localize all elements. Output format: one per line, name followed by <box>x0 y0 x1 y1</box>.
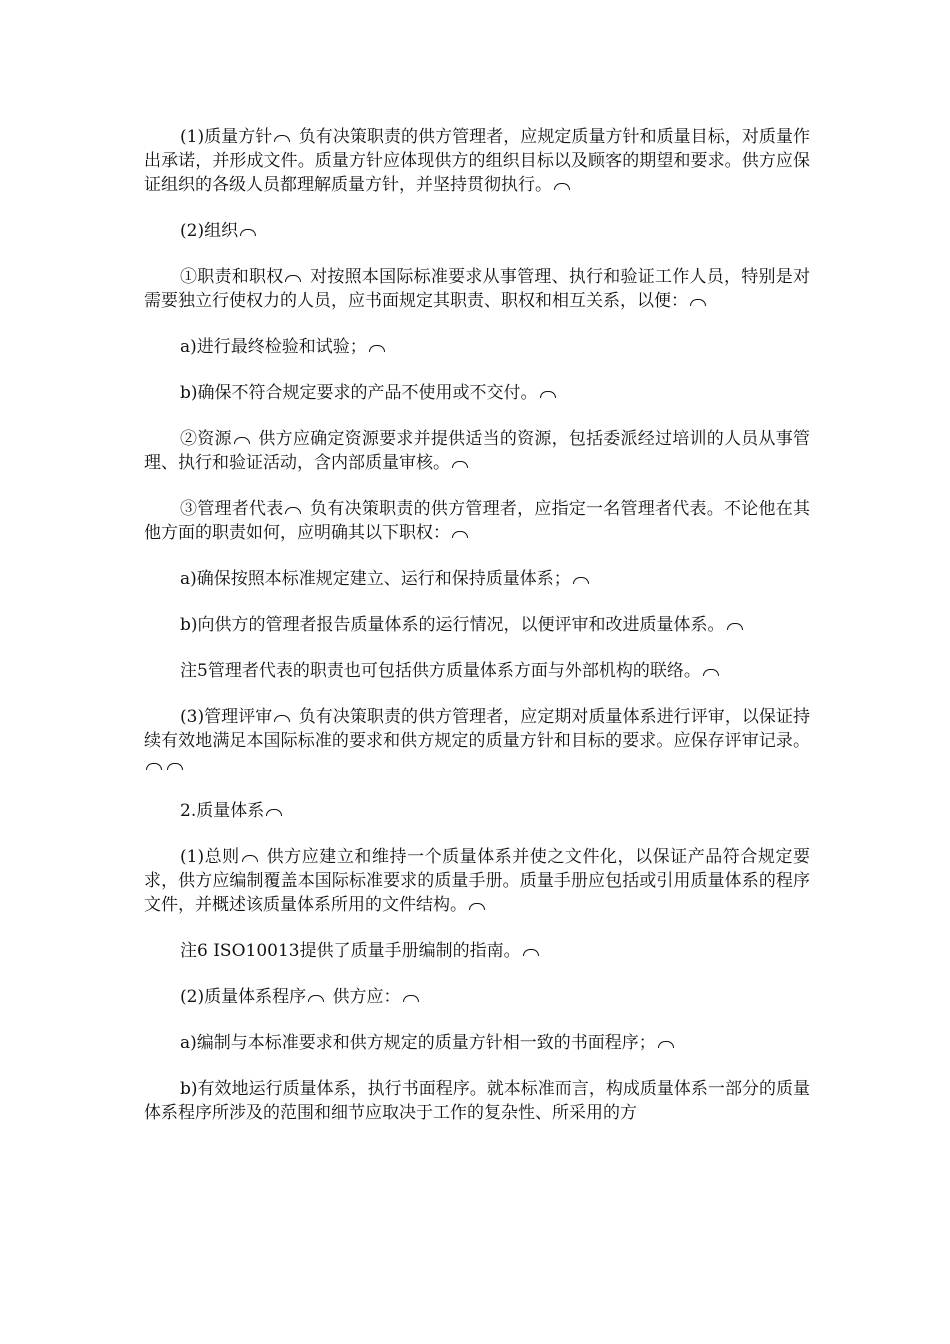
paragraph-responsibility: ①职责和职权 对按照本国际标准要求从事管理、执行和验证工作人员，特别是对需要独立行使权力的人员，应书面规定其职责、职权和相互关系，以便： <box>144 267 811 311</box>
paragraph-mark-icon <box>523 949 539 956</box>
paragraph-mark-icon <box>274 715 290 722</box>
paragraph-organization: (2)组织 <box>144 219 810 243</box>
paragraph-management-rep: ③管理者代表 负有决策职责的供方管理者，应指定一名管理者代表。不论他在其他方面的职责如何，应明确其以下职权： <box>144 499 811 543</box>
paragraph-item-a3: a)编制与本标准要求和供方规定的质量方针相一致的书面程序； <box>144 1031 810 1055</box>
paragraph-mark-icon <box>703 669 719 676</box>
paragraph-item-b2: b)向供方的管理者报告质量体系的运行情况，以便评审和改进质量体系。 <box>144 613 810 637</box>
paragraph-note-5: 注5管理者代表的职责也可包括供方质量体系方面与外部机构的联络。 <box>144 659 810 683</box>
paragraph-mark-icon <box>285 275 301 282</box>
paragraph-item-a1: a)进行最终检验和试验； <box>144 335 810 359</box>
paragraph-mark-icon <box>266 809 282 816</box>
paragraph-quality-system-heading: 2.质量体系 <box>144 799 810 823</box>
paragraph-mark-icon <box>690 299 706 306</box>
paragraph-mark-icon <box>167 763 183 770</box>
paragraph-item-b1: b)确保不符合规定要求的产品不使用或不交付。 <box>144 381 810 405</box>
paragraph-mark-icon <box>452 461 468 468</box>
paragraph-note-6: 注6 ISO10013提供了质量手册编制的指南。 <box>144 939 810 963</box>
paragraph-mark-icon <box>658 1041 674 1048</box>
paragraph-mark-icon <box>403 995 419 1002</box>
paragraph-mark-icon <box>540 391 556 398</box>
paragraph-item-a2: a)确保按照本标准规定建立、运行和保持质量体系； <box>144 567 810 591</box>
paragraph-management-review: (3)管理评审 负有决策职责的供方管理者，应定期对质量体系进行评审，以保证持续有效地满足本国际标准的要求和供方规定的质量方针和目标的要求。应保存评审记录。 <box>144 705 810 777</box>
paragraph-resources: ②资源 供方应确定资源要求并提供适当的资源，包括委派经过培训的人员从事管理、执行和验证活动，含内部质量审核。 <box>144 429 811 473</box>
paragraph-quality-policy: (1)质量方针 负有决策职责的供方管理者，应规定质量方针和质量目标，对质量作出承诺，并形成文件。质量方针应体现供方的组织目标以及顾客的期望和要求。供方应保证组织的各级人员都理解质量方针，并坚持贯彻执行。 <box>144 127 810 195</box>
paragraph-mark-icon <box>285 507 301 514</box>
paragraph-mark-icon <box>146 763 162 770</box>
paragraph-system-procedures: (2)质量体系程序 供方应： <box>144 985 810 1009</box>
paragraph-item-b3: b)有效地运行质量体系，执行书面程序。就本标准而言，构成质量体系一部分的质量体系程序所涉及的范围和细节应取决于工作的复杂性、所采用的方 <box>144 1079 810 1123</box>
paragraph-mark-icon <box>727 623 743 630</box>
paragraph-mark-icon <box>240 229 256 236</box>
paragraph-mark-icon <box>369 345 385 352</box>
paragraph-mark-icon <box>452 531 468 538</box>
paragraph-mark-icon <box>242 855 258 862</box>
paragraph-mark-icon <box>234 437 250 444</box>
paragraph-mark-icon <box>274 135 290 142</box>
paragraph-mark-icon <box>554 183 570 190</box>
paragraph-mark-icon <box>573 577 589 584</box>
paragraph-mark-icon <box>308 995 324 1002</box>
paragraph-mark-icon <box>469 903 485 910</box>
paragraph-general: (1)总则 供方应建立和维持一个质量体系并使之文件化，以保证产品符合规定要求，供方应编制覆盖本国际标准要求的质量手册。质量手册应包括或引用质量体系的程序文件，并概述该质量体系所用的文件结构。 <box>144 847 810 915</box>
